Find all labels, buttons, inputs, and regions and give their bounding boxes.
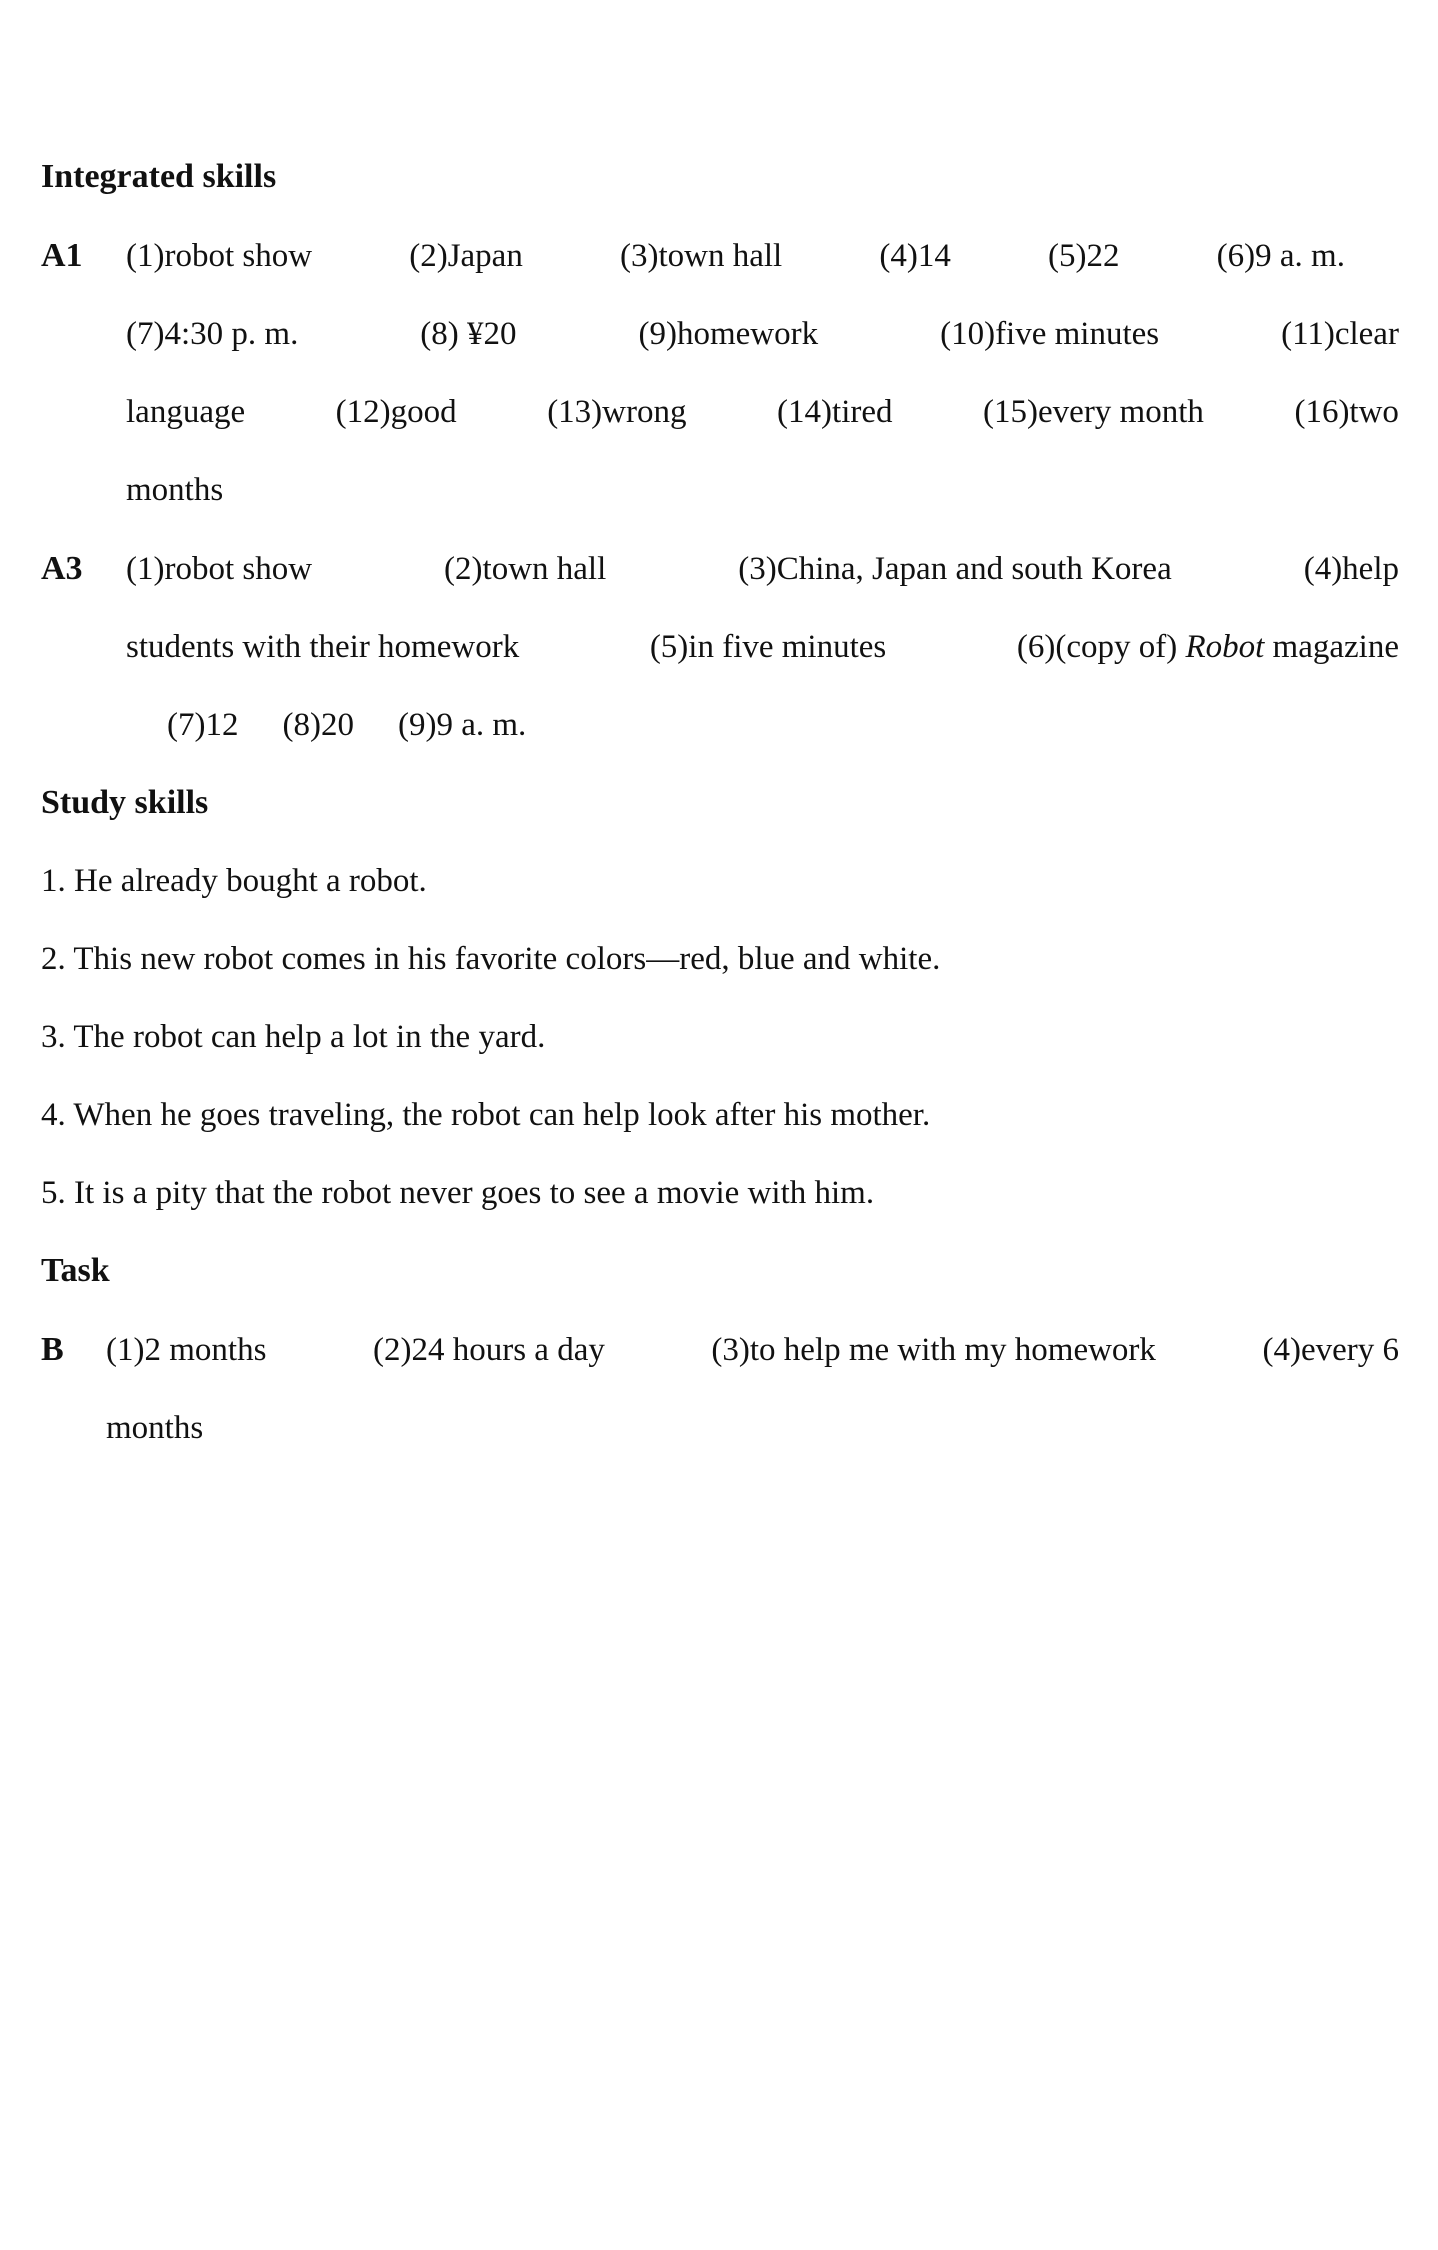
b-answer-2: (2)24 hours a day xyxy=(372,1332,605,1368)
a3-answer-9: (9)9 a. m. xyxy=(397,707,527,743)
a3-answer-6 xyxy=(1017,627,1399,667)
a1-answer-1: (1)robot show xyxy=(126,238,313,274)
b-answer-3: (3)to help me with my homework xyxy=(711,1332,1156,1368)
a1-answer-14: (14)tired xyxy=(777,394,893,430)
a1-line-2 xyxy=(126,314,1399,354)
a3-answer-6-suffix: magazine xyxy=(1272,629,1399,665)
section-heading-study-skills: Study skills xyxy=(41,784,209,821)
section-heading-task: Task xyxy=(41,1252,110,1289)
a1-line-3 xyxy=(126,392,1399,432)
a3-answer-7: (7)12 xyxy=(167,707,239,743)
a1-answer-10: (10)five minutes xyxy=(940,316,1160,352)
study-item-3: 3. The robot can help a lot in the yard. xyxy=(41,1019,546,1055)
a3-answer-5: (5)in five minutes xyxy=(649,629,887,665)
a3-label: A3 xyxy=(41,550,83,587)
a3-answer-4-cont: students with their homework xyxy=(126,629,520,665)
a1-answer-4: (4)14 xyxy=(879,238,951,274)
a1-answer-2: (2)Japan xyxy=(409,238,523,274)
a1-answer-16-cont: months xyxy=(126,472,224,508)
study-item-1: 1. He already bought a robot. xyxy=(41,863,427,899)
a3-line-3 xyxy=(167,705,570,745)
study-item-4: 4. When he goes traveling, the robot can help look after his mother. xyxy=(41,1097,931,1133)
b-answer-1: (1)2 months xyxy=(106,1332,267,1368)
b-answer-4-cont: months xyxy=(106,1410,204,1446)
a3-answer-2: (2)town hall xyxy=(444,551,607,587)
a1-answer-11: (11)clear xyxy=(1281,316,1399,352)
a1-label: A1 xyxy=(41,237,83,274)
a3-answer-6-magazine-title: Robot xyxy=(1185,629,1265,665)
a3-line-1 xyxy=(126,549,1399,589)
a3-line-2 xyxy=(126,627,1399,667)
a1-answer-7: (7)4:30 p. m. xyxy=(126,316,299,352)
a1-answer-16: (16)two xyxy=(1294,394,1399,430)
a3-answer-1: (1)robot show xyxy=(126,551,313,587)
a1-answer-5: (5)22 xyxy=(1048,238,1120,274)
a1-answer-12: (12)good xyxy=(335,394,457,430)
a1-answer-13: (13)wrong xyxy=(547,394,687,430)
a3-answer-8: (8)20 xyxy=(282,707,354,743)
a1-answer-6: (6)9 a. m. xyxy=(1216,238,1345,274)
section-heading-integrated-skills: Integrated skills xyxy=(41,158,277,195)
a3-answer-6-prefix: (6)(copy of) xyxy=(1016,629,1178,665)
study-item-2: 2. This new robot comes in his favorite colors—red, blue and white. xyxy=(41,941,941,977)
a3-answer-4: (4)help xyxy=(1303,551,1399,587)
b-label: B xyxy=(41,1331,64,1368)
a1-answer-11-cont: language xyxy=(126,394,246,430)
b-line-1 xyxy=(106,1330,1399,1370)
a1-line-1 xyxy=(126,236,1345,276)
study-item-5: 5. It is a pity that the robot never goes to see a movie with him. xyxy=(41,1175,875,1211)
a1-answer-9: (9)homework xyxy=(638,316,819,352)
a1-answer-15: (15)every month xyxy=(983,394,1204,430)
a1-answer-3: (3)town hall xyxy=(620,238,783,274)
a3-answer-3: (3)China, Japan and south Korea xyxy=(738,551,1172,587)
b-answer-4: (4)every 6 xyxy=(1262,1332,1399,1368)
a1-answer-8: (8) ¥20 xyxy=(420,316,517,352)
